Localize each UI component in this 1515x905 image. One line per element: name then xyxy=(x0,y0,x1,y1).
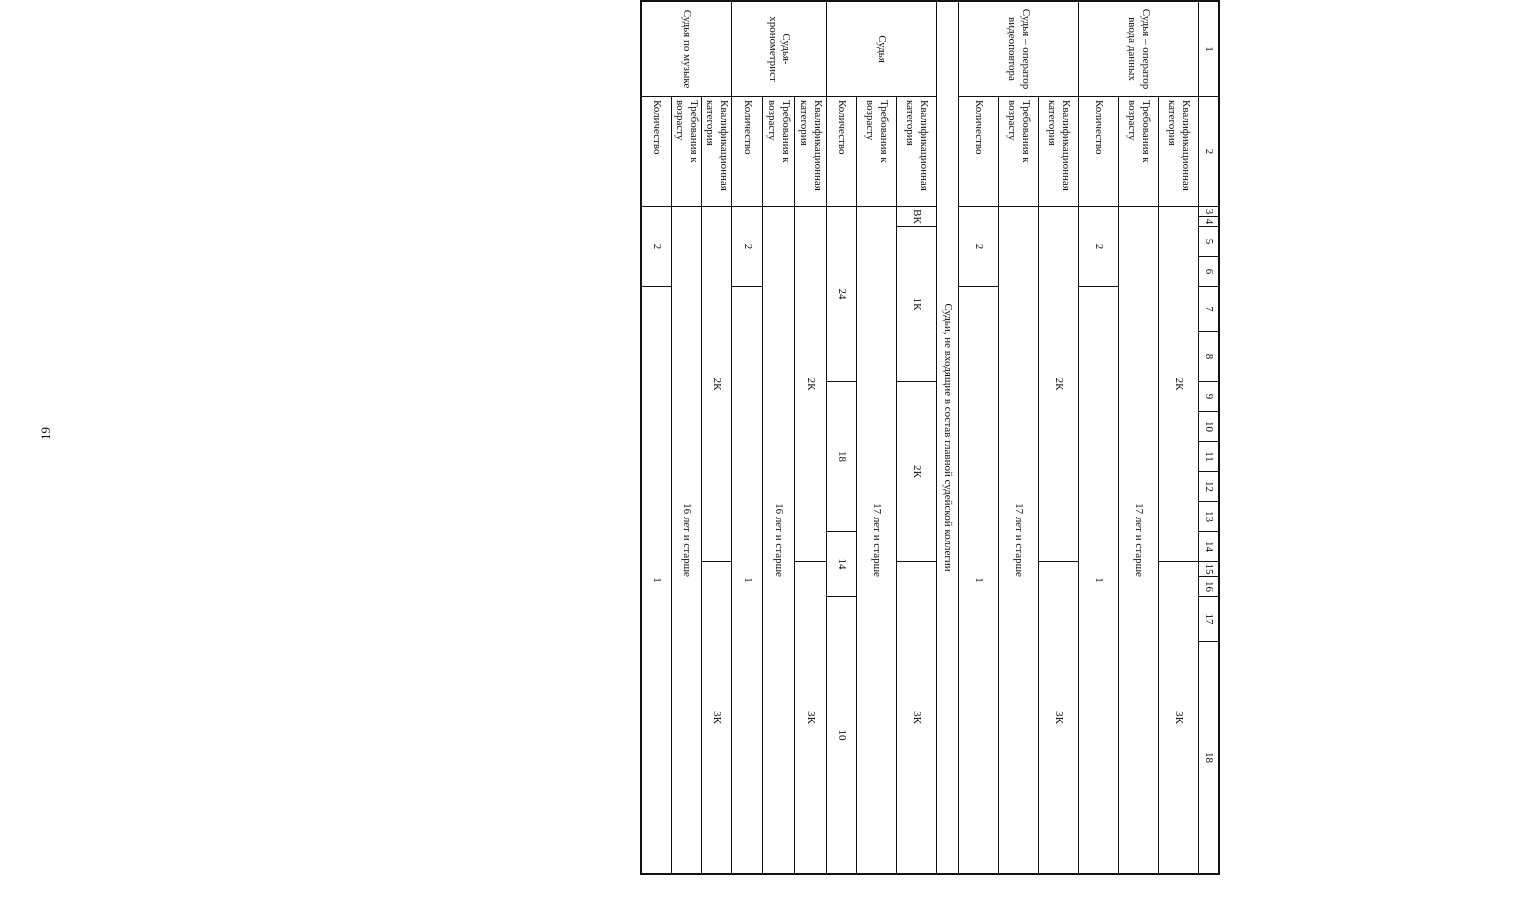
qty-18: 18 xyxy=(826,382,856,532)
role-title: Судья-хронометрист xyxy=(731,2,826,97)
qty-10: 10 xyxy=(826,597,856,873)
role-title: Судья – оператор ввода данных xyxy=(1078,2,1198,97)
qual-3k: 3К xyxy=(701,562,731,873)
qual-3k: 3К xyxy=(1158,562,1198,873)
header-col-1: 1 xyxy=(1198,2,1218,97)
qty-1: 1 xyxy=(1078,287,1118,873)
qual-label: Квалификационная категория xyxy=(1158,97,1198,207)
qty-1: 1 xyxy=(651,577,664,583)
qual-3k: 3К xyxy=(794,562,826,873)
qual-vk: ВК xyxy=(896,207,936,227)
qty-label: Количество xyxy=(731,97,762,207)
qual-3k: 3К xyxy=(1038,562,1078,873)
section-operator-input xyxy=(1078,2,1198,877)
header-col-15: 15 xyxy=(1198,562,1218,577)
page-number: 19 xyxy=(38,427,53,440)
age-label: Требования к возрасту xyxy=(856,97,896,207)
qty-1: 1 xyxy=(731,287,762,873)
section-operator-video xyxy=(958,2,1078,877)
qual-label: Квалификационная категория xyxy=(701,97,731,207)
age-value: 16 лет и старше xyxy=(671,207,701,873)
header-col-16: 16 xyxy=(1198,577,1218,597)
header-col-7: 7 xyxy=(1198,287,1218,332)
qual-label: Квалификационная категория xyxy=(794,97,826,207)
judges-table xyxy=(640,0,1220,875)
age-label: Требования к возрасту xyxy=(1118,97,1158,207)
header-row xyxy=(1198,2,1218,877)
header-col-11: 11 xyxy=(1198,442,1218,472)
qual-3k: 3К xyxy=(896,562,936,873)
qual-2k: 2К xyxy=(1158,207,1198,562)
qual-2k: 2К xyxy=(794,207,826,562)
age-label: Требования к возрасту xyxy=(998,97,1038,207)
header-col-3: 3 xyxy=(1198,207,1218,217)
header-col-18: 18 xyxy=(1198,642,1218,873)
qual-2k: 2К xyxy=(701,207,731,562)
header-col-5: 5 xyxy=(1198,227,1218,257)
age-label: Требования к возрасту xyxy=(762,97,794,207)
qual-1k: 1К xyxy=(896,227,936,382)
header-col-6: 6 xyxy=(1198,257,1218,287)
age-value: 17 лет и старше xyxy=(1118,207,1158,873)
age-value: 17 лет и старше xyxy=(856,207,896,873)
qual-label: Квалификационная категория xyxy=(896,97,936,207)
role-title: Судья по музыке xyxy=(642,2,731,97)
rotated-table-stage xyxy=(640,0,1515,763)
qty-14: 14 xyxy=(826,532,856,597)
header-col-14: 14 xyxy=(1198,532,1218,562)
qty-2: 2 xyxy=(958,207,998,287)
section-chronometrist xyxy=(731,2,826,877)
qty-label: Количество xyxy=(1078,97,1118,207)
qual-2k: 2К xyxy=(1038,207,1078,562)
header-col-4: 4 xyxy=(1198,217,1218,227)
qty-label: Количество xyxy=(826,97,856,207)
age-value: 17 лет и старше xyxy=(998,207,1038,873)
age-value: 16 лет и старше xyxy=(762,207,794,873)
age-label: Требования к возрасту xyxy=(671,97,701,207)
qty-1: 1 xyxy=(958,287,998,873)
separator-text: Судьи, не входящие в состав главной судейской коллегии xyxy=(936,2,958,873)
qual-2k: 2К xyxy=(896,382,936,562)
header-col-17: 17 xyxy=(1198,597,1218,642)
section-music xyxy=(642,2,731,877)
header-col-10: 10 xyxy=(1198,412,1218,442)
qty-label: Количество xyxy=(642,97,671,207)
role-title: Судья – оператор видеоповтора xyxy=(958,2,1078,97)
header-col-9: 9 xyxy=(1198,382,1218,412)
qty-label: Количество xyxy=(958,97,998,207)
qty-24: 24 xyxy=(826,207,856,382)
qty-2: 2 xyxy=(1078,207,1118,287)
role-title: Судья xyxy=(826,2,936,97)
separator-row xyxy=(936,2,958,877)
header-col-12: 12 xyxy=(1198,472,1218,502)
section-judge xyxy=(826,2,936,877)
header-col-2: 2 xyxy=(1198,97,1218,207)
header-col-13: 13 xyxy=(1198,502,1218,532)
qual-label: Квалификационная категория xyxy=(1038,97,1078,207)
header-col-8: 8 xyxy=(1198,332,1218,382)
qty-2: 2 xyxy=(642,207,671,287)
qty-2: 2 xyxy=(731,207,762,287)
